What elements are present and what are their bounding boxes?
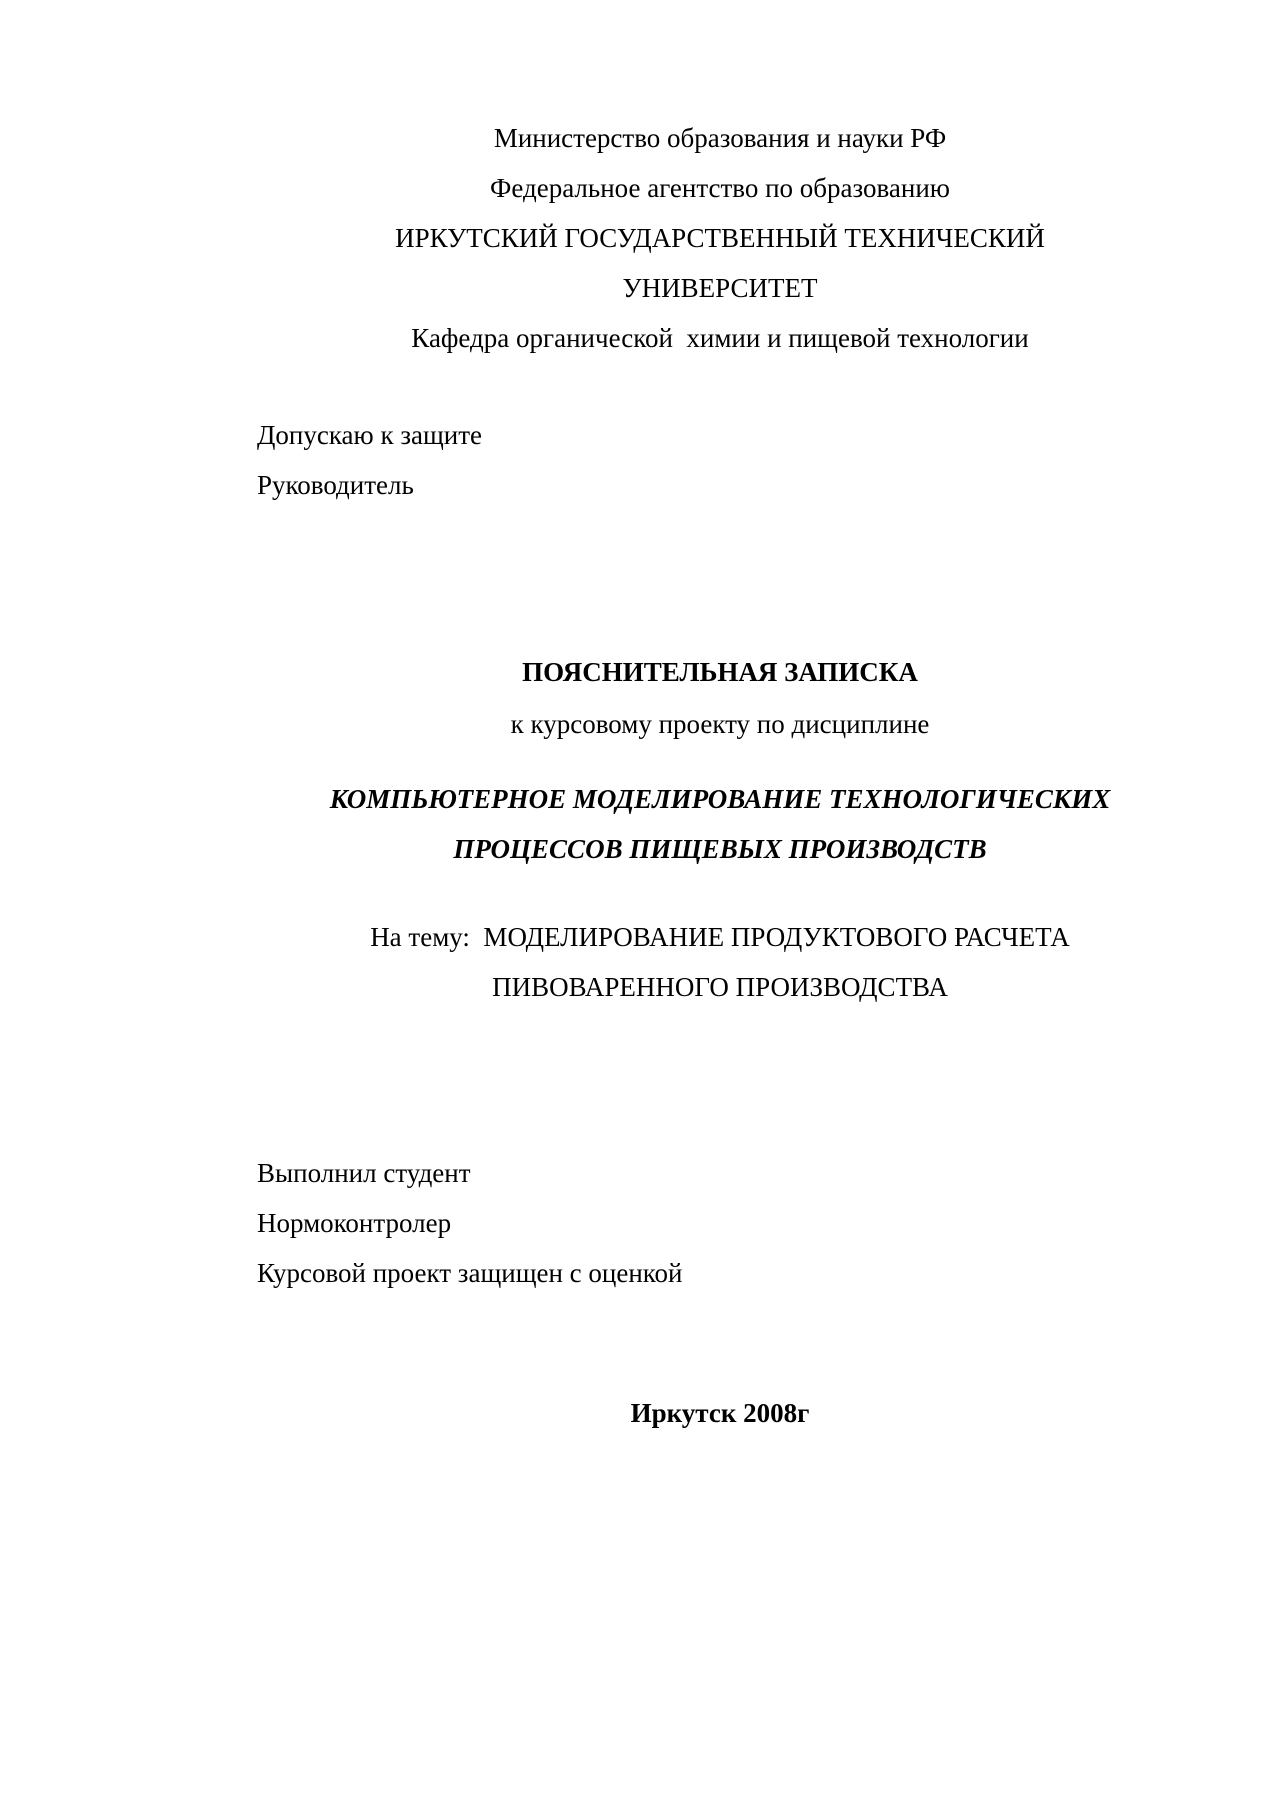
- university-line-1: ИРКУТСКИЙ ГОСУДАРСТВЕННЫЙ ТЕХНИЧЕСКИЙ: [395, 223, 1045, 253]
- grade-label: Курсовой проект защищен с оценкой: [257, 1258, 683, 1288]
- university-line-2: УНИВЕРСИТЕТ: [622, 273, 818, 303]
- document-type-title: ПОЯСНИТЕЛЬНАЯ ЗАПИСКА: [522, 657, 918, 687]
- norm-controller-label: Нормоконтролер: [257, 1208, 452, 1238]
- agency-line: Федеральное агентство по образованию: [490, 173, 950, 203]
- student-label: Выполнил студент: [257, 1158, 471, 1188]
- ministry-line: Министерство образования и науки РФ: [493, 123, 947, 153]
- supervisor-label: Руководитель: [257, 470, 414, 500]
- topic-line-2: ПИВОВАРЕННОГО ПРОИЗВОДСТВА: [492, 972, 948, 1002]
- discipline-line-1: КОМПЬЮТЕРНОЕ МОДЕЛИРОВАНИЕ ТЕХНОЛОГИЧЕСКИХ: [329, 784, 1111, 814]
- document-subtitle: к курсовому проекту по дисциплине: [510, 709, 930, 739]
- city-year: Иркутск 2008г: [630, 1398, 810, 1428]
- admit-to-defense: Допускаю к защите: [257, 420, 483, 450]
- topic-line-1: На тему: МОДЕЛИРОВАНИЕ ПРОДУКТОВОГО РАСЧЕТА: [370, 922, 1070, 952]
- discipline-line-2: ПРОЦЕССОВ ПИЩЕВЫХ ПРОИЗВОДСТВ: [453, 834, 987, 864]
- department-line: Кафедра органической химии и пищевой технологии: [411, 323, 1029, 353]
